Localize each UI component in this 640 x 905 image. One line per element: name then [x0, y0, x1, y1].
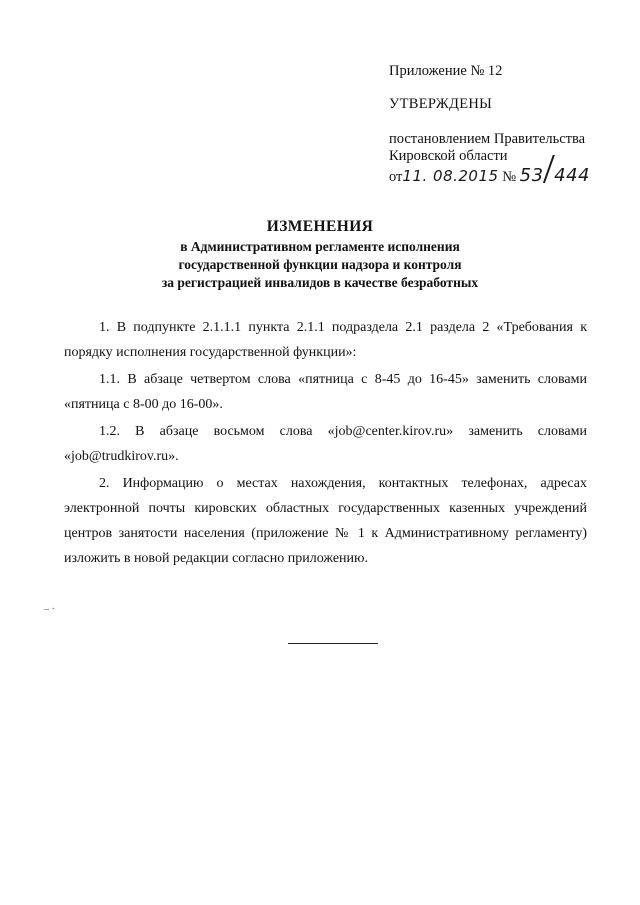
document-title: ИЗМЕНЕНИЯ [266, 218, 374, 235]
paragraph-1-2: 1.2. В абзаце восьмом слова «job@center.kirov.ru» заменить словами «job@trudkirov.ru». [64, 424, 587, 464]
decree-line-1: постановлением Правительства [389, 131, 586, 147]
paragraph-2: 2. Информацию о местах нахождения, контактных телефонах, адресах электронной почты кировских областных государственных казенных учреждений центров занятости населения (приложение № 1 к Административному регламенту) изложить в новой редакции согласно приложению. [64, 476, 587, 566]
decree-line-2: Кировской области [389, 148, 508, 164]
handwritten-date: 11. 08.2015 [402, 167, 499, 185]
document-subtitle [0, 238, 640, 292]
subtitle-line-2: государственной функции надзора и контроля [178, 257, 462, 272]
title-block [0, 218, 640, 292]
approved-label: УТВЕРЖДЕНЫ [389, 96, 493, 112]
annex-label: Приложение № 12 [389, 63, 503, 79]
subtitle-line-1: в Административном регламенте исполнения [180, 239, 460, 254]
subtitle-line-3: за регистрацией инвалидов в качестве безработных [161, 275, 479, 290]
end-divider-line [288, 643, 378, 644]
handwritten-number-part-2: 444 [554, 165, 591, 186]
document-body [64, 315, 587, 573]
margin-mark: – · [44, 604, 55, 615]
approval-block [389, 63, 619, 189]
date-prefix: от [389, 169, 403, 185]
number-sign: № [502, 169, 517, 185]
paragraph-1-1: 1.1. В абзаце четвертом слова «пятница с 8-45 до 16-45» заменить словами «пятница с 8-00 до 16-00». [64, 372, 587, 412]
paragraph-1: 1. В подпункте 2.1.1.1 пункта 2.1.1 подраздела 2.1 раздела 2 «Требования к порядку исполнения государственной функции»: [64, 320, 587, 360]
slash-mark: / [544, 149, 554, 189]
handwritten-number-part-1: 53 [519, 165, 544, 186]
